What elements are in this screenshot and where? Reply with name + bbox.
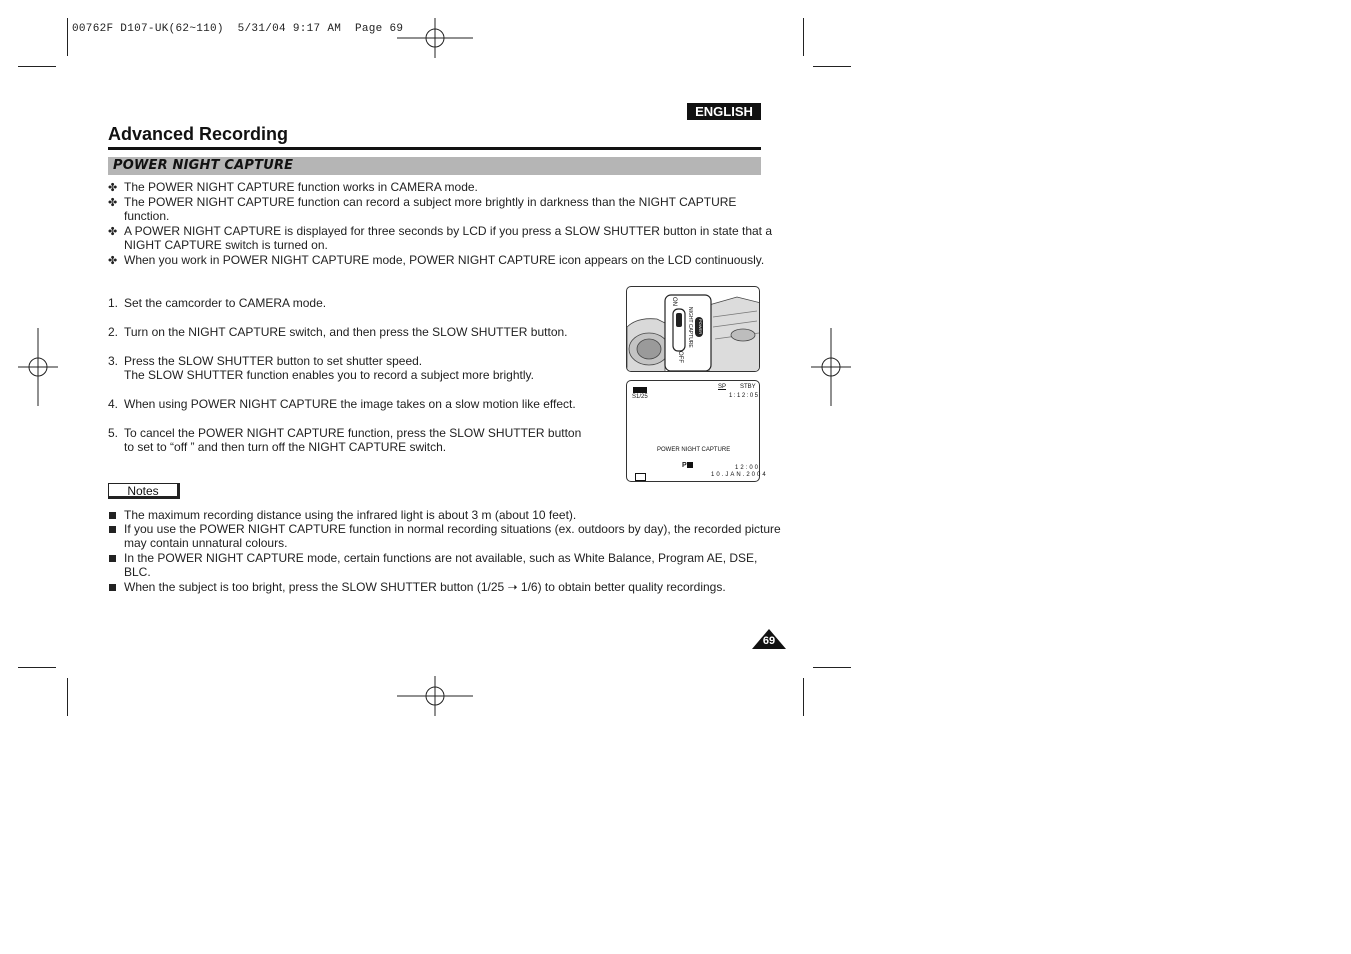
note-bullet-icon [109,584,116,591]
intro-bullet-line: When you work in POWER NIGHT CAPTURE mode, POWER NIGHT CAPTURE icon appears on the LCD continuously. [124,253,765,267]
lcd-shutter-speed: S1/25 [632,394,648,400]
step-text: Turn on the NIGHT CAPTURE switch, and then press the SLOW SHUTTER button. [124,325,568,339]
step-text: to set to “off ” and then turn off the NIGHT CAPTURE switch. [124,440,447,454]
intro-bullet-line: The POWER NIGHT CAPTURE function can record a subject more brightly in darkness than the NIGHT CAPTURE [124,195,737,209]
lcd-time: 12:00 [735,465,761,471]
step-text: When using POWER NIGHT CAPTURE the image takes on a slow motion like effect. [124,397,576,411]
bullet-mark-icon: ✤ [108,226,118,238]
print-header: 00762F D107-UK(62~110) 5/31/04 9:17 AM Page 69 [72,23,404,35]
intro-bullet-line: function. [124,209,170,223]
registration-mark-icon [397,676,473,716]
note-line: In the POWER NIGHT CAPTURE mode, certain functions are not available, such as White Balance, Program AE, DSE, [124,551,758,565]
tape-icon [635,473,646,481]
note-line: If you use the POWER NIGHT CAPTURE function in normal recording situations (ex. outdoors by day), the recorded picture [124,522,781,536]
step-text: Set the camcorder to CAMERA mode. [124,296,327,310]
note-bullet-icon [109,555,116,562]
crop-mark [813,66,851,67]
step-number: 5. [108,426,119,440]
power-night-capture-icon: P [682,462,693,469]
bullet-mark-icon: ✤ [108,182,118,194]
step-text: To cancel the POWER NIGHT CAPTURE function, press the SLOW SHUTTER button [124,426,582,440]
intro-bullet-line: NIGHT CAPTURE switch is turned on. [124,238,328,252]
crop-mark [813,667,851,668]
crop-mark [18,667,56,668]
registration-mark-icon [811,328,851,406]
switch-label-night-capture: NIGHT CAPTURE [687,307,693,348]
switch-label-on: ON [671,297,677,306]
note-line: may contain unnatural colours. [124,536,288,550]
lcd-stby: STBY [740,384,756,390]
crop-mark [67,678,68,716]
page-title: Advanced Recording [108,124,289,144]
page-number: 69 [762,635,776,647]
step-text: The SLOW SHUTTER function enables you to record a subject more brightly. [124,368,534,382]
section-title: POWER NIGHT CAPTURE [113,158,294,173]
step-number: 4. [108,397,119,411]
note-bullet-icon [109,512,116,519]
battery-icon [633,387,647,393]
crop-mark [803,18,804,56]
intro-bullet-line: The POWER NIGHT CAPTURE function works in CAMERA mode. [124,180,478,194]
note-line: When the subject is too bright, press the SLOW SHUTTER button (1/25 ➝ 1/6) to obtain better quality recordings. [124,580,726,594]
night-capture-switch-figure [626,286,760,372]
intro-bullet-line: A POWER NIGHT CAPTURE is displayed for three seconds by LCD if you press a SLOW SHUTTER button in state that a [124,224,773,238]
note-bullet-icon [109,526,116,533]
language-badge: ENGLISH [687,103,761,120]
bullet-mark-icon: ✤ [108,197,118,209]
title-rule [108,147,761,150]
step-number: 1. [108,296,119,310]
note-line: The maximum recording distance using the infrared light is about 3 m (about 10 feet). [124,508,577,522]
crop-mark [67,18,68,56]
lcd-display-figure [626,380,768,482]
note-line: BLC. [124,565,151,579]
step-number: 3. [108,354,119,368]
switch-label-off: OFF [677,351,683,363]
registration-mark-icon [18,328,58,406]
step-text: Press the SLOW SHUTTER button to set shutter speed. [124,354,423,368]
crop-mark [803,678,804,716]
crop-mark [18,66,56,67]
lcd-counter: 1:12:05 [729,393,760,399]
switch-label-power: POWER [698,319,703,335]
registration-mark-icon [397,18,473,58]
notes-label: Notes [108,483,180,499]
camcorder-illustration-icon [627,287,760,372]
lcd-message: POWER NIGHT CAPTURE [657,447,731,453]
lcd-sp: SP [718,384,727,390]
lcd-date: 10.JAN.2004 [711,472,768,478]
step-number: 2. [108,325,119,339]
bullet-mark-icon: ✤ [108,255,118,267]
